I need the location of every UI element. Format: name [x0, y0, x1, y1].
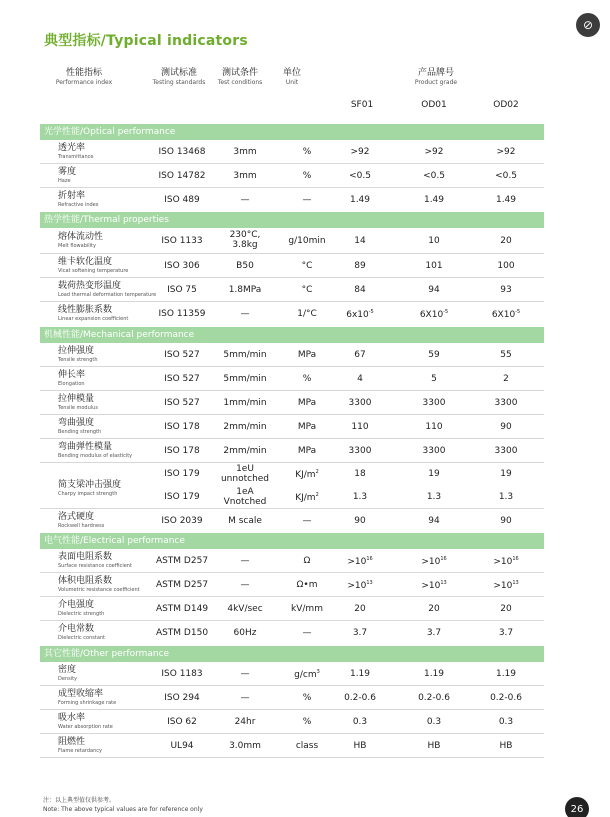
value-od02: 3.7	[498, 628, 514, 638]
value-od01: 3.7	[426, 628, 442, 638]
property-name-en: Density	[58, 676, 78, 682]
test-condition: —	[240, 580, 250, 590]
value-od01: 5	[431, 374, 437, 384]
row-refractive	[40, 188, 544, 212]
header-standard-en: Testing standards	[152, 79, 206, 86]
property-name-en: Linear expansion coefficient	[58, 316, 129, 322]
value-sf01: 18	[354, 469, 366, 479]
row-vicat	[40, 254, 544, 278]
value-sf01: >92	[350, 147, 370, 157]
value-od02	[470, 556, 542, 567]
value-sf01: 20	[354, 604, 366, 614]
property-name-cn: 介电常数	[58, 624, 95, 634]
unit: %	[302, 717, 312, 727]
value-exponent: 16	[366, 556, 373, 562]
value-od02: 1.19	[495, 669, 517, 679]
test-condition	[212, 230, 278, 250]
property-name-en: Charpy impact strength	[58, 491, 118, 497]
unit: %	[302, 147, 312, 157]
value-od02: 19	[500, 469, 512, 479]
header-property-cn: 性能指标	[65, 68, 102, 78]
value-od02: <0.5	[495, 171, 517, 181]
image-off-icon[interactable]: ⊘	[576, 13, 600, 37]
unit: kV/mm	[291, 604, 323, 614]
property-name-en: Flame retardancy	[58, 748, 102, 754]
value-od01: 0.2-0.6	[418, 693, 450, 703]
property-name-cn: 吸水率	[58, 713, 86, 723]
row-transmittance	[40, 140, 544, 164]
value-sf01	[324, 556, 396, 567]
value-sf01: 84	[354, 285, 366, 295]
value-od01: 110	[425, 422, 443, 432]
test-condition	[212, 464, 278, 484]
value-base: 6x10	[346, 310, 369, 320]
section-other: 其它性能/Other performance	[40, 646, 544, 662]
section-optical: 光学性能/Optical performance	[40, 124, 544, 140]
test-condition: B50	[236, 261, 254, 271]
test-condition: 1.8MPa	[228, 285, 262, 295]
row-density	[40, 662, 544, 686]
value-od01	[398, 556, 470, 567]
property-name-en: Elongation	[58, 381, 85, 387]
header-condition-cn: 测试条件	[221, 68, 258, 78]
value-sf01: 3300	[348, 446, 372, 456]
value-od02: 90	[500, 422, 512, 432]
value-od01: 1.19	[423, 669, 445, 679]
grade-od01: OD01	[421, 100, 447, 110]
value-sf01: 3.7	[352, 628, 368, 638]
value-sf01: 3300	[348, 398, 372, 408]
value-od01: 59	[428, 350, 440, 360]
value-sf01: 1.49	[349, 195, 371, 205]
test-standard: ISO 527	[164, 350, 200, 360]
grade-sf01: SF01	[350, 100, 374, 110]
value-od01: HB	[427, 741, 441, 751]
test-standard: ISO 1133	[161, 236, 203, 246]
property-name-en: Rockwell hardness	[58, 523, 105, 529]
property-name-en: Dielectric constant	[58, 635, 106, 641]
property-name-cn: 线性膨胀系数	[58, 305, 113, 315]
test-condition: 5mm/min	[223, 374, 267, 384]
property-name-cn: 拉伸模量	[58, 394, 95, 404]
property-name-cn: 载荷热变形温度	[58, 281, 122, 291]
test-standard: ISO 62	[167, 717, 197, 727]
value-sf01: 89	[354, 261, 366, 271]
section-mechanical: 机械性能/Mechanical performance	[40, 327, 544, 343]
test-standard: ISO 527	[164, 374, 200, 384]
value-od02: 20	[500, 236, 512, 246]
test-condition-line1: 1eU	[236, 464, 254, 474]
test-standard: ISO 306	[164, 261, 200, 271]
property-name-en: Tensile strength	[58, 357, 98, 363]
value-od02: 1.3	[498, 492, 514, 502]
property-name-cn: 拉伸强度	[58, 346, 95, 356]
test-condition: —	[240, 693, 250, 703]
value-od01: 1.3	[426, 492, 442, 502]
header-property	[52, 68, 116, 87]
value-od01: 94	[428, 516, 440, 526]
property-name-cn: 洛式硬度	[58, 512, 95, 522]
value-base: >10	[347, 557, 367, 567]
test-standard: UL94	[170, 741, 194, 751]
indicators-table	[40, 124, 544, 758]
test-condition: 2mm/min	[223, 446, 267, 456]
property-name-en: Haze	[58, 178, 71, 184]
value-od02	[470, 309, 542, 320]
test-condition: —	[240, 309, 250, 319]
unit: MPa	[297, 398, 317, 408]
property-name-en: Bending strength	[58, 429, 102, 435]
value-base: >10	[421, 581, 441, 591]
test-condition: 1mm/min	[223, 398, 267, 408]
footnote	[43, 796, 203, 814]
property-name-cn: 介电强度	[58, 600, 95, 610]
row-bending-modulus	[40, 439, 544, 463]
row-volume-resistance	[40, 573, 544, 597]
value-exponent: 16	[440, 556, 447, 562]
footnote-en: Note: The above typical values are for reference only	[43, 806, 203, 813]
value-sf01: 4	[357, 374, 363, 384]
value-sf01: 1.3	[352, 492, 368, 502]
test-condition: —	[240, 669, 250, 679]
value-base: 6X10	[491, 310, 516, 320]
test-standard: ISO 179	[164, 469, 200, 479]
value-od01: 3300	[422, 398, 446, 408]
row-tensile-modulus	[40, 391, 544, 415]
header-grade-en: Product grade	[414, 79, 458, 86]
value-sf01: 67	[354, 350, 366, 360]
property-name-cn: 表面电阻系数	[58, 552, 113, 562]
test-standard: ASTM D149	[155, 604, 209, 614]
test-condition	[212, 487, 278, 507]
value-od01: 94	[428, 285, 440, 295]
value-od01: 3300	[422, 446, 446, 456]
test-standard: ASTM D150	[155, 628, 209, 638]
value-od01: 101	[425, 261, 443, 271]
value-od02: >92	[496, 147, 516, 157]
unit: °C	[301, 261, 313, 271]
unit: —	[302, 195, 312, 205]
property-name-en: Refractive index	[58, 202, 99, 208]
value-exponent: 13	[440, 580, 447, 586]
value-exponent: 16	[512, 556, 519, 562]
row-dielectric-constant	[40, 621, 544, 646]
row-charpy	[40, 463, 544, 509]
row-water-absorption	[40, 710, 544, 734]
test-condition: 60Hz	[233, 628, 257, 638]
property-name-cn: 熔体流动性	[58, 232, 104, 242]
test-condition-line1: 230°C,	[229, 230, 261, 240]
unit: %	[302, 374, 312, 384]
property-name-cn: 折射率	[58, 191, 86, 201]
value-exponent: -5	[443, 309, 449, 315]
test-condition: —	[240, 195, 250, 205]
section-thermal: 热学性能/Thermal properties	[40, 212, 544, 228]
unit: MPa	[297, 422, 317, 432]
header-unit-cn: 单位	[282, 68, 301, 78]
unit: Ω•m	[296, 580, 318, 590]
test-standard: ISO 527	[164, 398, 200, 408]
value-od02	[470, 580, 542, 591]
property-name-en: Bending modulus of elasticity	[58, 453, 133, 459]
unit: Ω	[303, 556, 311, 566]
property-name-en: Water absorption rate	[58, 724, 113, 730]
value-base: >10	[421, 557, 441, 567]
test-standard: ISO 14782	[158, 171, 206, 181]
value-od01	[398, 580, 470, 591]
row-dielectric-strength	[40, 597, 544, 621]
test-standard: ISO 178	[164, 446, 200, 456]
value-sf01: 0.3	[352, 717, 368, 727]
test-standard: ISO 178	[164, 422, 200, 432]
test-condition: M scale	[228, 516, 262, 526]
unit: %	[302, 171, 312, 181]
value-od02: 20	[500, 604, 512, 614]
value-od02: 2	[503, 374, 509, 384]
test-condition-line2: Vnotched	[223, 497, 267, 507]
test-condition: 3mm	[233, 171, 257, 181]
test-condition: 3mm	[233, 147, 257, 157]
value-od01: 1.49	[423, 195, 445, 205]
row-hdt	[40, 278, 544, 302]
value-sf01	[324, 580, 396, 591]
property-name-cn: 阻燃性	[58, 737, 86, 747]
test-standard: ISO 2039	[161, 516, 203, 526]
row-shrinkage	[40, 686, 544, 710]
property-name-cn: 雾度	[58, 167, 77, 177]
value-od02: 100	[497, 261, 515, 271]
property-name-en: Tensile modulus	[58, 405, 98, 411]
unit: 1/°C	[297, 309, 317, 319]
test-standard: ISO 1183	[161, 669, 203, 679]
row-elongation	[40, 367, 544, 391]
value-sf01: 0.2-0.6	[344, 693, 376, 703]
value-exponent: -5	[368, 309, 374, 315]
value-od01: >92	[424, 147, 444, 157]
test-condition: 3.0mm	[229, 741, 261, 751]
row-flame	[40, 734, 544, 758]
row-haze	[40, 164, 544, 188]
test-standard: ISO 179	[164, 492, 200, 502]
value-od02: 3300	[494, 398, 518, 408]
test-standard: ISO 13468	[158, 147, 206, 157]
test-condition-line2: unnotched	[220, 474, 270, 484]
unit-exponent: 3	[316, 669, 320, 675]
value-sf01: 1.19	[349, 669, 371, 679]
property-name-en: Melt flowability	[58, 243, 96, 249]
test-standard: ISO 75	[167, 285, 197, 295]
test-condition: —	[240, 556, 250, 566]
test-standard: ISO 11359	[158, 309, 206, 319]
property-name-en: Vicat softening temperature	[58, 268, 129, 274]
value-base: >10	[493, 557, 513, 567]
unit: °C	[301, 285, 313, 295]
test-condition-line1: 1eA	[236, 487, 254, 497]
property-name-cn: 弯曲强度	[58, 418, 95, 428]
unit-base: KJ/m	[295, 470, 316, 480]
value-base: 6X10	[419, 310, 444, 320]
value-od01: <0.5	[423, 171, 445, 181]
header-grade-cn: 产品牌号	[417, 68, 454, 78]
row-hardness	[40, 509, 544, 533]
value-od02: 55	[500, 350, 512, 360]
test-standard: ISO 294	[164, 693, 200, 703]
value-od02: 90	[500, 516, 512, 526]
test-condition: 4kV/sec	[227, 604, 263, 614]
value-od01	[398, 309, 470, 320]
header-grade	[396, 68, 476, 87]
property-name-cn: 简支梁冲击强度	[58, 480, 122, 490]
row-mfr	[40, 228, 544, 254]
row-cte	[40, 302, 544, 327]
value-od02: HB	[499, 741, 513, 751]
property-name-en: Volumetric resistance coefficient	[58, 587, 140, 593]
unit: %	[302, 693, 312, 703]
value-sf01: 110	[351, 422, 369, 432]
value-od01: 19	[428, 469, 440, 479]
test-standard: ASTM D257	[155, 580, 209, 590]
value-od01: 0.3	[426, 717, 442, 727]
row-surface-resistance	[40, 549, 544, 573]
test-standard: ISO 489	[164, 195, 200, 205]
value-od02: 3300	[494, 446, 518, 456]
value-od02: 93	[500, 285, 512, 295]
property-name-en: Transmittance	[58, 154, 94, 160]
test-condition: 24hr	[234, 717, 256, 727]
unit: MPa	[297, 350, 317, 360]
property-name-en: Surface resistance coefficient	[58, 563, 132, 569]
unit-exponent: 2	[315, 492, 319, 498]
property-name-en: Forming shrinkage rate	[58, 700, 117, 706]
row-bending	[40, 415, 544, 439]
value-sf01: 14	[354, 236, 366, 246]
value-od02: 1.49	[495, 195, 517, 205]
header-unit	[272, 68, 312, 87]
section-electrical: 电气性能/Electrical performance	[40, 533, 544, 549]
property-name-cn: 密度	[58, 665, 77, 675]
test-standard: ASTM D257	[155, 556, 209, 566]
value-base: >10	[493, 581, 513, 591]
value-od01: 20	[428, 604, 440, 614]
value-base: >10	[347, 581, 367, 591]
unit-base: g/cm	[294, 670, 317, 680]
unit: class	[295, 741, 319, 751]
unit: MPa	[297, 446, 317, 456]
value-sf01: HB	[353, 741, 367, 751]
value-exponent: 13	[512, 580, 519, 586]
value-sf01	[324, 309, 396, 320]
value-exponent: 13	[366, 580, 373, 586]
property-name-en: Dielectric strength	[58, 611, 105, 617]
unit: —	[302, 628, 312, 638]
test-condition: 2mm/min	[223, 422, 267, 432]
value-od01: 10	[428, 236, 440, 246]
unit-base: KJ/m	[295, 493, 316, 503]
header-unit-en: Unit	[285, 79, 299, 86]
header-condition	[212, 68, 268, 87]
row-tensile	[40, 343, 544, 367]
test-condition-line2: 3.8kg	[232, 240, 258, 250]
page-title: 典型指标/Typical indicators	[44, 33, 248, 49]
test-condition: 5mm/min	[223, 350, 267, 360]
page-number: 26	[565, 797, 589, 817]
unit: —	[302, 516, 312, 526]
property-name-en: Load thermal deformation temperature	[58, 292, 157, 298]
property-name-cn: 成型收缩率	[58, 689, 104, 699]
property-name-cn: 体积电阻系数	[58, 576, 113, 586]
unit-exponent: 2	[315, 469, 319, 475]
property-name-cn: 维卡软化温度	[58, 257, 113, 267]
header-property-en: Performance index	[55, 79, 113, 86]
value-od02: 0.2-0.6	[490, 693, 522, 703]
unit: g/10min	[288, 236, 326, 246]
value-sf01: <0.5	[349, 171, 371, 181]
property-name-cn: 伸长率	[58, 370, 86, 380]
value-od02: 0.3	[498, 717, 514, 727]
footnote-cn: 注：以上典型值仅供参考。	[43, 797, 116, 804]
property-name-cn: 透光率	[58, 143, 86, 153]
header-condition-en: Test conditions	[217, 79, 263, 86]
value-sf01: 90	[354, 516, 366, 526]
value-exponent: -5	[515, 309, 521, 315]
header-standard-cn: 测试标准	[160, 68, 197, 78]
grade-od02: OD02	[493, 100, 519, 110]
header-standard	[148, 68, 210, 87]
property-name-cn: 弯曲弹性模量	[58, 442, 113, 452]
